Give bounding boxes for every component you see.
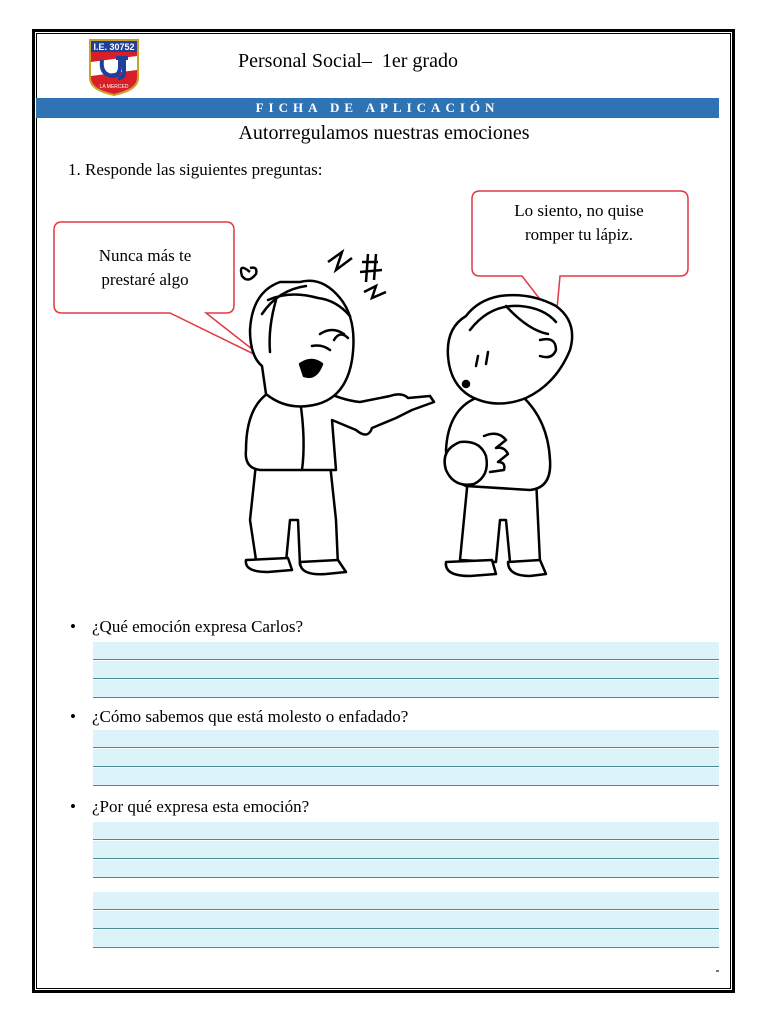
answer-area-3[interactable] xyxy=(93,822,719,950)
question-3-text: ¿Por qué expresa esta emoción? xyxy=(92,797,310,816)
answer-line[interactable] xyxy=(93,841,719,859)
bullet: • xyxy=(70,707,76,726)
right-bubble-text xyxy=(476,199,682,247)
instruction-text: 1. Responde las siguientes preguntas: xyxy=(68,160,323,179)
bullet: • xyxy=(70,617,76,636)
question-3 xyxy=(70,797,309,817)
answer-area-1[interactable] xyxy=(93,642,719,698)
answer-line[interactable] xyxy=(93,680,719,698)
band-title: FICHA DE APLICACIÓN xyxy=(255,100,500,115)
question-1-text: ¿Qué emoción expresa Carlos? xyxy=(92,617,303,636)
logo-motto: LA MERCED xyxy=(99,84,129,90)
bullet: • xyxy=(70,797,76,816)
subject-title: Personal Social– 1er grado xyxy=(238,50,458,72)
answer-line[interactable] xyxy=(93,749,719,767)
answer-line[interactable] xyxy=(93,822,719,840)
answer-area-2[interactable] xyxy=(93,730,719,786)
worksheet-subtitle: Autorregulamos nuestras emociones xyxy=(238,122,530,144)
right-bubble-line-1: Lo siento, no quise xyxy=(514,201,644,220)
left-bubble-text xyxy=(60,244,230,292)
answer-line[interactable] xyxy=(93,892,719,910)
left-bubble-line-1: Nunca más te xyxy=(98,246,192,265)
right-bubble-line-2: romper tu lápiz. xyxy=(524,225,634,244)
question-2-text: ¿Cómo sabemos que está molesto o enfadado? xyxy=(92,707,409,726)
logo-school-code: I.E. 30752 xyxy=(93,42,135,52)
answer-line[interactable] xyxy=(93,642,719,660)
answer-line[interactable] xyxy=(93,860,719,878)
answer-line[interactable] xyxy=(93,730,719,748)
question-1 xyxy=(70,617,303,637)
angry-child xyxy=(246,281,434,575)
answer-line[interactable] xyxy=(93,661,719,679)
answer-line[interactable] xyxy=(93,911,719,929)
page-mark xyxy=(716,970,719,972)
answer-line[interactable] xyxy=(93,768,719,786)
answer-line[interactable] xyxy=(93,930,719,948)
sorry-child xyxy=(445,295,573,576)
question-2 xyxy=(70,707,408,727)
left-bubble-line-2: prestaré algo xyxy=(101,270,189,289)
